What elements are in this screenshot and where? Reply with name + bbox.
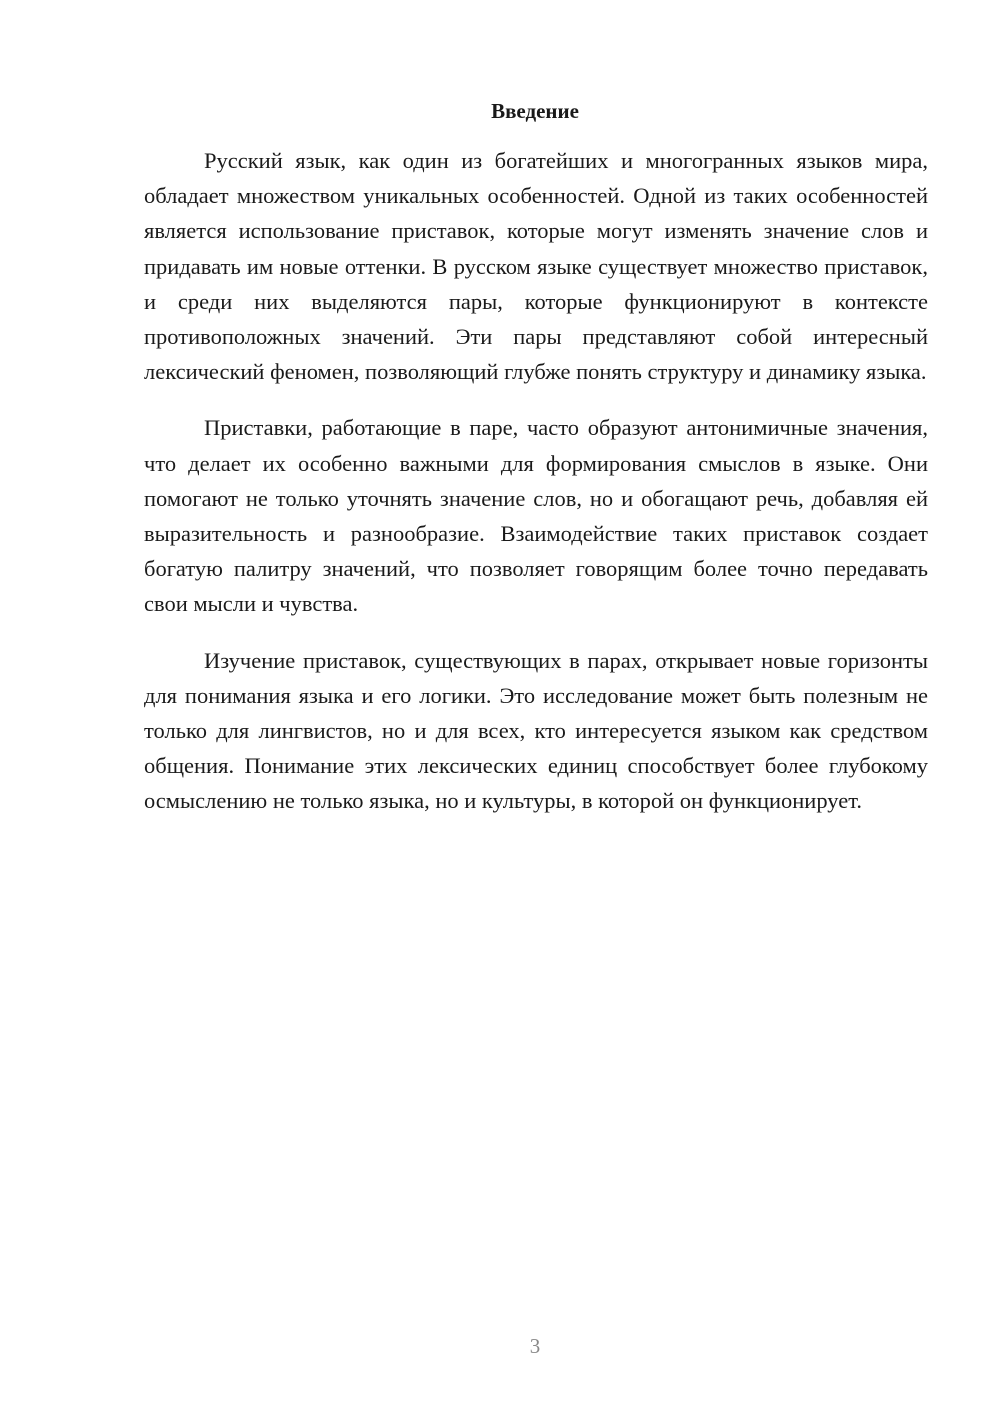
paragraph-2: Приставки, работающие в паре, часто образуют антонимичные значения, что делает их особенно важными для формирования смыслов в языке. Они помогают не только уточнять значение слов, но и обогащают речь, добавляя ей выразительность и разнообразие. Взаимодействие таких приставок создает богатую палитру значений, что позволяет говорящим более точно передавать свои мысли и чувства. [144, 415, 928, 617]
section-title: Введение [491, 99, 579, 123]
paragraph-1: Русский язык, как один из богатейших и многогранных языков мира, обладает множеством уникальных особенностей. Одной из таких особенностей является использование приставок, которые могут изменять значение слов и придавать им новые оттенки. В русском языке существует множество приставок, и среди них выделяются пары, которые функционируют в контексте противоположных значений. Эти пары представляют собой интересный лексический феномен, позволяющий глубже понять структуру и динамику языка. [144, 148, 928, 385]
page-number: 3 [529, 1334, 541, 1358]
paragraph-3: Изучение приставок, существующих в парах, открывает новые горизонты для понимания языка и его логики. Это исследование может быть полезным не только для лингвистов, но и для всех, кто интересуется языком как средством общения. Понимание этих лексических единиц способствует более глубокому осмыслению не только языка, но и культуры, в которой он функционирует. [144, 647, 928, 814]
body-text [144, 143, 928, 840]
